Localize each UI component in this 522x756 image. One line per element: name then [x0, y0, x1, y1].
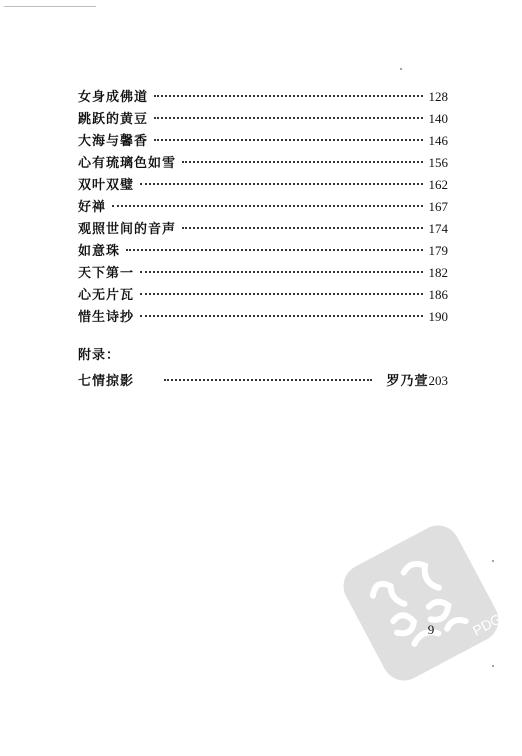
toc-entry-title: 好禅 — [78, 200, 107, 215]
watermark-seal — [336, 518, 506, 688]
toc-entry-title: 跳跃的黄豆 — [78, 112, 149, 127]
table-of-contents — [78, 86, 448, 328]
toc-entry-page: 182 — [428, 265, 448, 280]
toc-entry[interactable] — [78, 86, 448, 108]
appendix-section — [78, 346, 448, 393]
toc-leader-dots — [154, 117, 422, 119]
toc-entry-page: 190 — [428, 309, 448, 324]
scan-speck — [400, 68, 402, 70]
toc-entry-title: 惜生诗抄 — [78, 310, 135, 325]
toc-entry-page: 186 — [428, 287, 448, 302]
page-number: 9 — [427, 622, 435, 637]
appendix-entry-title: 七情掠影 — [78, 374, 135, 389]
toc-entry[interactable] — [78, 262, 448, 284]
toc-leader-dots — [140, 315, 422, 317]
appendix-entry-page: 203 — [428, 373, 448, 388]
toc-entry[interactable] — [78, 240, 448, 262]
toc-entry[interactable] — [78, 218, 448, 240]
toc-entry-title: 女身成佛道 — [78, 90, 149, 105]
scan-speck — [492, 560, 494, 562]
toc-entry[interactable] — [78, 196, 448, 218]
toc-leader-dots — [164, 379, 372, 381]
toc-entry-title: 双叶双璧 — [78, 178, 135, 193]
toc-entry-page: 156 — [428, 155, 448, 170]
toc-entry-title: 心无片瓦 — [78, 288, 135, 303]
toc-leader-dots — [112, 205, 422, 207]
toc-leader-dots — [182, 227, 422, 229]
toc-entry-page: 146 — [428, 133, 448, 148]
toc-entry[interactable] — [78, 174, 448, 196]
toc-leader-dots — [140, 271, 422, 273]
watermark-label: PDG — [469, 610, 505, 639]
toc-leader-dots — [140, 293, 422, 295]
toc-entry-title: 如意珠 — [78, 244, 121, 259]
toc-entry[interactable] — [78, 152, 448, 174]
toc-entry-title: 大海与馨香 — [78, 134, 149, 149]
appendix-entry-author: 罗乃萱 — [386, 374, 429, 389]
toc-leader-dots — [182, 161, 422, 163]
appendix-entry[interactable] — [78, 370, 448, 393]
toc-entry[interactable] — [78, 284, 448, 306]
toc-leader-dots — [154, 139, 422, 141]
toc-entry[interactable] — [78, 130, 448, 152]
toc-entry[interactable] — [78, 306, 448, 328]
toc-entry-title: 天下第一 — [78, 266, 135, 281]
toc-leader-dots — [126, 249, 422, 251]
toc-entry-page: 140 — [428, 111, 448, 126]
watermark-seal-graphic — [336, 518, 506, 688]
toc-leader-dots — [140, 183, 422, 185]
toc-entry-title: 心有琉璃色如雪 — [78, 156, 177, 171]
top-rule — [4, 6, 96, 7]
toc-entry-title: 观照世间的音声 — [78, 222, 177, 237]
toc-entry[interactable] — [78, 108, 448, 130]
toc-entry-page: 179 — [428, 243, 448, 258]
toc-entry-page: 128 — [428, 89, 448, 104]
appendix-heading: 附录： — [78, 348, 121, 363]
scan-speck — [492, 665, 494, 667]
toc-entry-page: 174 — [428, 221, 448, 236]
toc-leader-dots — [154, 95, 422, 97]
toc-entry-page: 167 — [428, 199, 448, 214]
toc-entry-page: 162 — [428, 177, 448, 192]
